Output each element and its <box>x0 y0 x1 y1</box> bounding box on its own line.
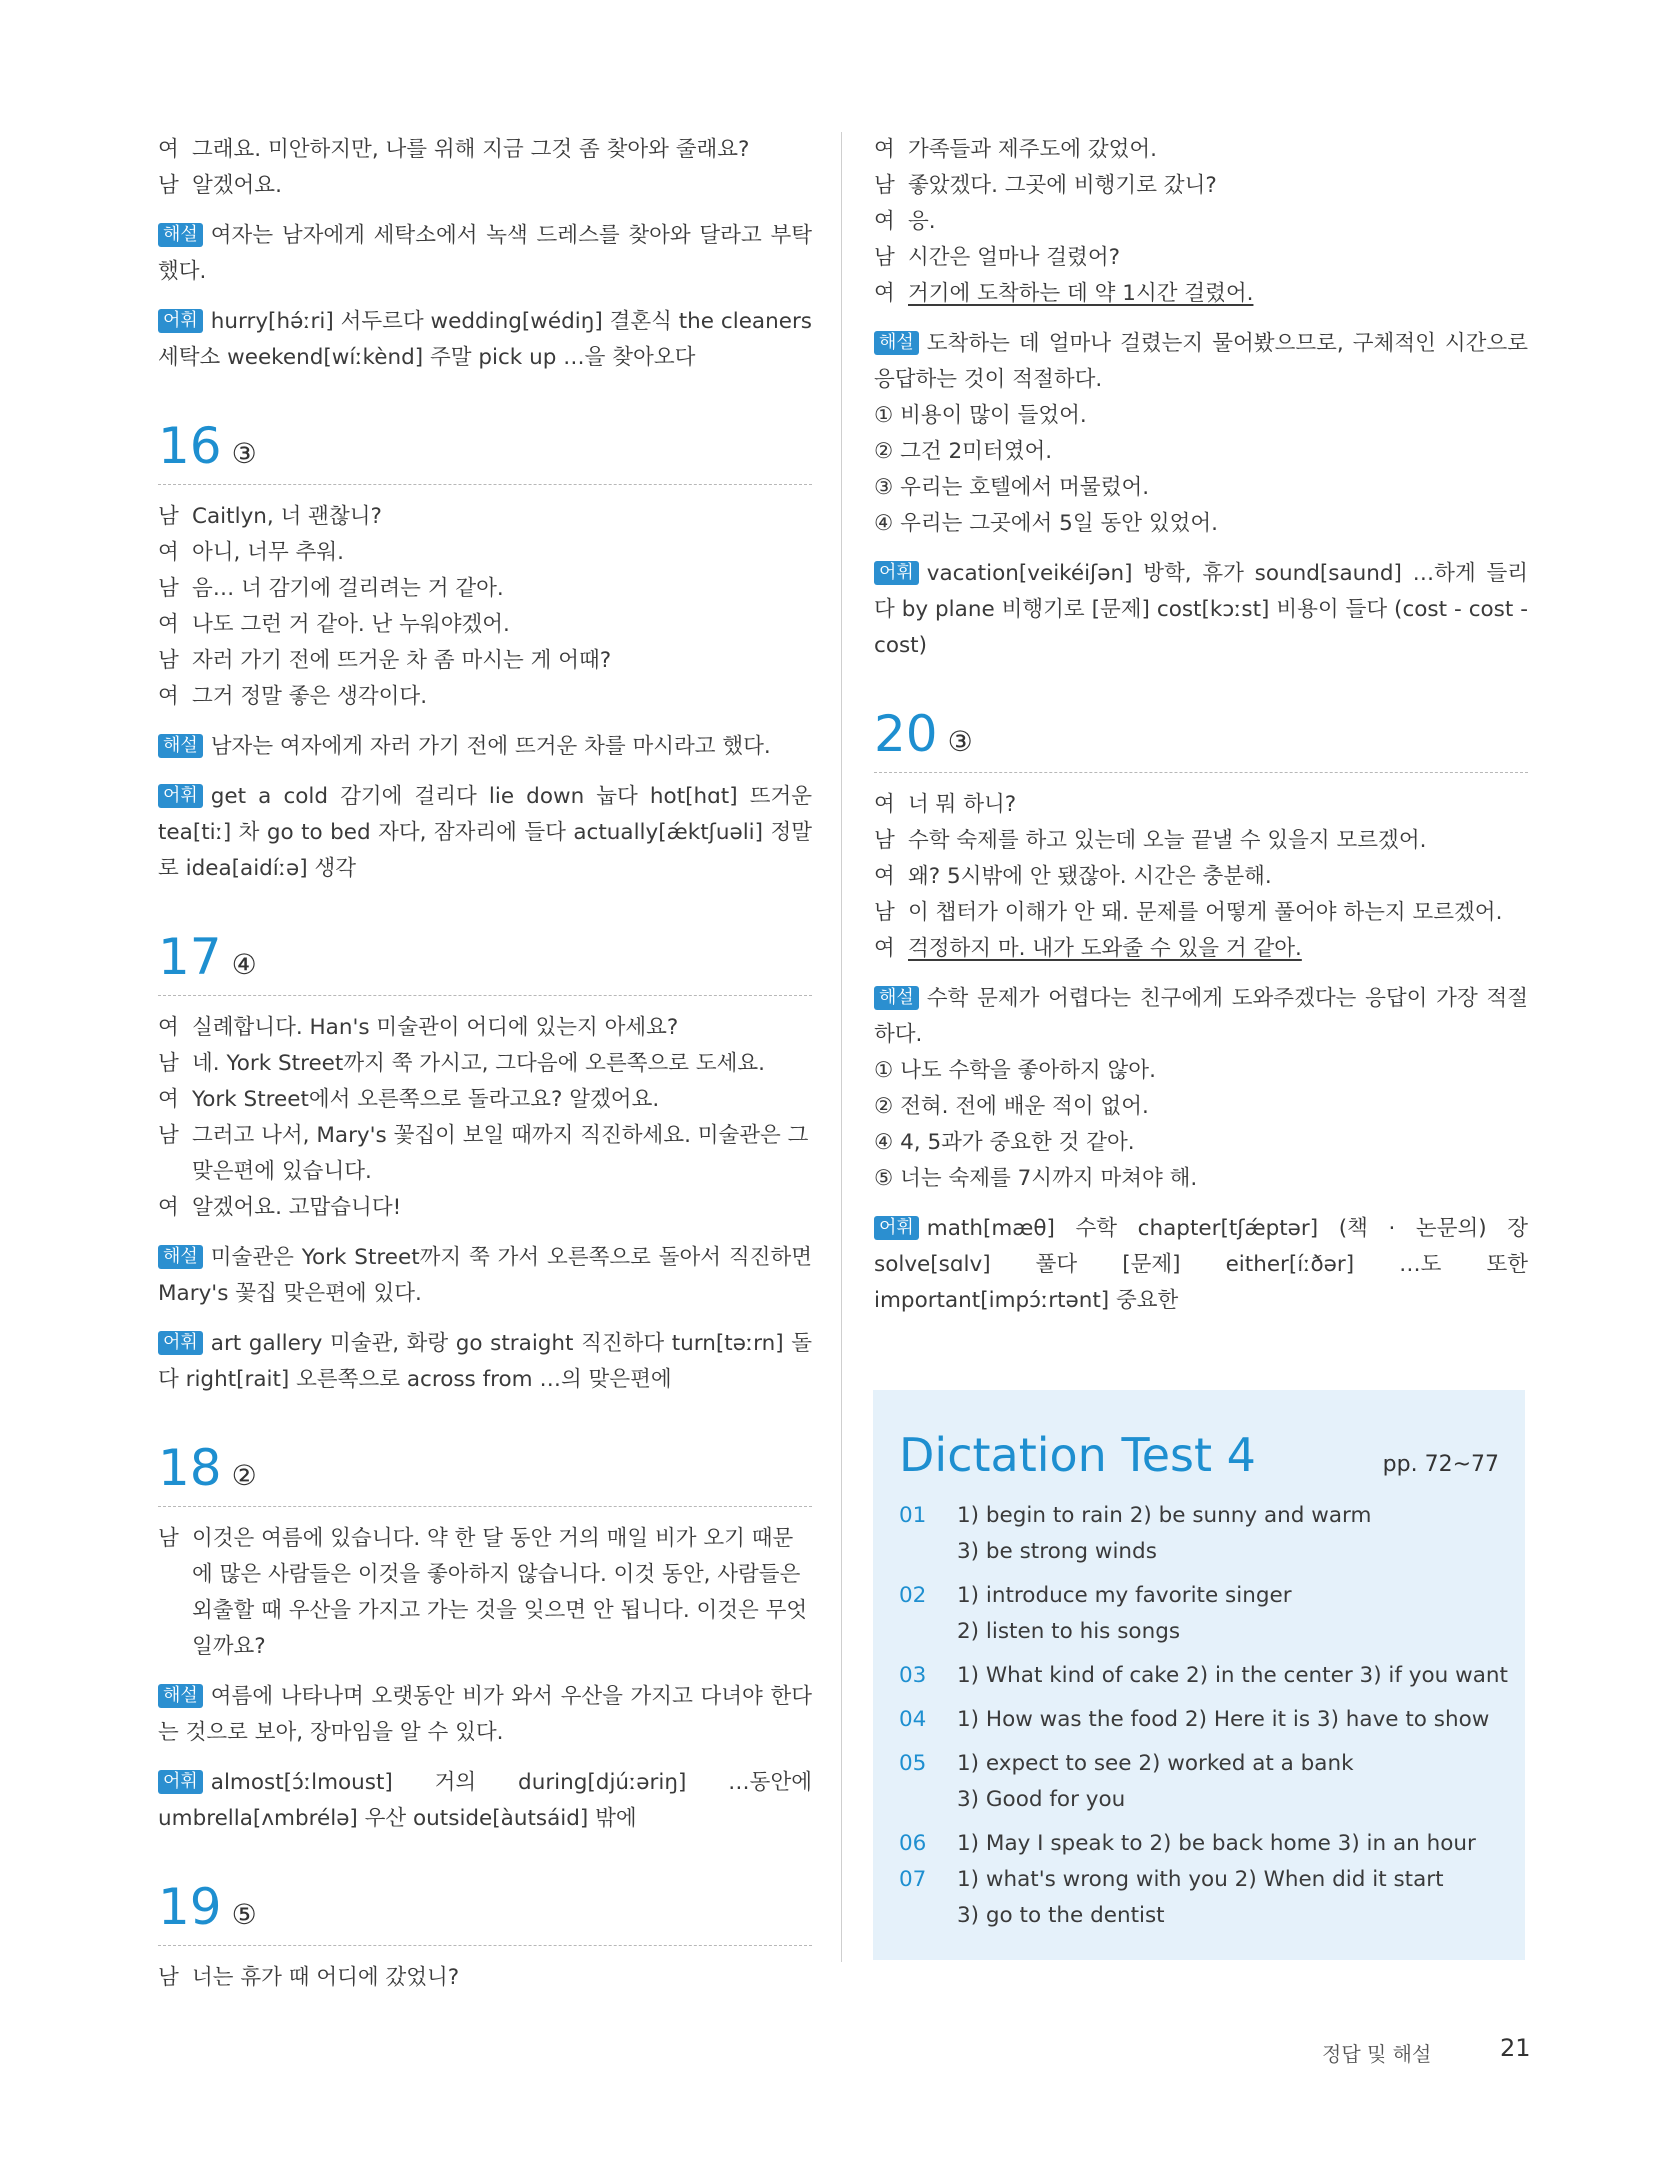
vocabulary: 어휘 math[mæθ] 수학 chapter[tʃǽptər] (책 · 논문의) 장 solve[sɑlv] 풀다 [문제] either[íːðər] …도 또한 important[impɔ́ːrtənt] 중요한 <box>874 1216 1528 1313</box>
explanation: 해설 미술관은 York Street까지 쭉 가서 오른쪽으로 돌아서 직진하면 Mary's 꽃집 맞은편에 있다. <box>158 1245 812 1306</box>
option: ⑤ 너는 숙제를 7시까지 마쳐야 해. <box>874 1166 1198 1191</box>
question-header <box>158 1877 812 1946</box>
dialogue-line: 남 그러고 나서, Mary's 꽃집이 보일 때까지 직진하세요. 미술관은 그 맞은편에 있습니다. <box>158 1123 809 1184</box>
question-19 <box>158 1877 812 1996</box>
explanation-tag: 해설 <box>874 331 919 355</box>
dialogue-line: 남 이것은 여름에 있습니다. 약 한 달 동안 거의 매일 비가 오기 때문에 많은 사람들은 이것을 좋아하지 않습니다. 이것 동안, 사람들은 외출할 때 우산을 가지고 가는 것을 잊으면 안 됩니다. 이것은 무엇일까요? <box>158 1526 808 1659</box>
explanation-tag: 해설 <box>874 986 919 1010</box>
question-17 <box>158 927 812 1398</box>
explanation-tag: 해설 <box>158 1684 203 1708</box>
question-number: 20 <box>874 705 938 763</box>
dialogue-line: 여 York Street에서 오른쪽으로 돌라고요? 알겠어요. <box>158 1087 660 1112</box>
question-18 <box>158 1438 812 1837</box>
question-20 <box>874 704 1528 1319</box>
dictation-pages: pp. 72~77 <box>1382 1452 1499 1477</box>
dialogue-line: 남 자러 가기 전에 뜨거운 차 좀 마시는 게 어때? <box>158 648 612 673</box>
vocabulary-tag: 어휘 <box>874 561 919 585</box>
dialogue-line: 남 수학 숙제를 하고 있는데 오늘 끝낼 수 있을지 모르겠어. <box>874 828 1427 853</box>
answer-mark: ② <box>231 1459 257 1492</box>
dialogue-line: 남 시간은 얼마나 걸렸어? <box>874 245 1121 270</box>
question-header <box>158 1438 812 1507</box>
option: ① 비용이 많이 들었어. <box>874 403 1087 428</box>
dictation-list <box>899 1498 1509 1934</box>
explanation: 해설 여름에 나타나며 오랫동안 비가 와서 우산을 가지고 다녀야 한다는 것으로 보아, 장마임을 알 수 있다. <box>158 1684 812 1745</box>
explanation-tag: 해설 <box>158 1245 203 1269</box>
dialogue-line: 여 왜? 5시밖에 안 됐잖아. 시간은 충분해. <box>874 864 1272 889</box>
dictation-item: 06 1) May I speak to 2) be back home 3) in an hour <box>899 1831 1476 1856</box>
explanation: 해설 도착하는 데 얼마나 걸렸는지 물어봤으므로, 구체적인 시간으로 응답하는 것이 적절하다. <box>874 331 1528 392</box>
explanation: 해설 남자는 여자에게 자러 가기 전에 뜨거운 차를 마시라고 했다. <box>158 729 812 765</box>
dialogue-line: 여 그거 정말 좋은 생각이다. <box>158 684 428 709</box>
question-header <box>874 704 1528 773</box>
dialogue-line: 여 나도 그런 거 같아. 난 누워야겠어. <box>158 612 510 637</box>
vocabulary: 어휘 art gallery 미술관, 화랑 go straight 직진하다 turn[təːrn] 돌다 right[rait] 오른쪽으로 across from …의 맞은편에 <box>158 1331 812 1392</box>
question-number: 16 <box>158 417 222 475</box>
answer-mark: ③ <box>947 725 973 758</box>
q19-tail <box>874 132 1528 664</box>
vocabulary: 어휘 hurry[hə́ːri] 서두르다 wedding[wédiŋ] 결혼식 the cleaners 세탁소 weekend[wíːkènd] 주말 pick up …을 찾아오다 <box>158 309 812 370</box>
explanation-tag: 해설 <box>158 223 203 247</box>
question-number: 18 <box>158 1439 222 1497</box>
dictation-item: 02 1) introduce my favorite singer 2) listen to his songs <box>899 1583 1292 1644</box>
left-column <box>158 132 812 1996</box>
option: ② 전혀. 전에 배운 적이 없어. <box>874 1094 1149 1119</box>
explanation-tag: 해설 <box>158 734 203 758</box>
dialogue-line: 남 너는 휴가 때 어디에 갔었니? <box>158 1965 460 1990</box>
q15-tail <box>158 132 812 376</box>
dialogue-line: 여 알겠어요. 고맙습니다! <box>158 1195 402 1220</box>
explanation: 해설 수학 문제가 어렵다는 친구에게 도와주겠다는 응답이 가장 적절하다. <box>874 986 1528 1047</box>
answer-line: 여 걱정하지 마. 내가 도와줄 수 있을 거 같아. <box>874 936 1302 961</box>
dictation-item: 03 1) What kind of cake 2) in the center 3) if you want <box>899 1663 1508 1688</box>
dialogue-line: 남 좋았겠다. 그곳에 비행기로 갔니? <box>874 173 1217 198</box>
footer-label: 정답 및 해설 <box>1322 2042 1432 2066</box>
dialogue-line: 여 가족들과 제주도에 갔었어. <box>874 137 1157 162</box>
dictation-test-box <box>873 1390 1525 1960</box>
option: ① 나도 수학을 좋아하지 않아. <box>874 1058 1156 1083</box>
vocabulary-tag: 어휘 <box>158 309 203 333</box>
vocabulary-tag: 어휘 <box>158 1770 203 1794</box>
dictation-title: Dictation Test 4 <box>899 1428 1256 1482</box>
dialogue-line: 남 이 챕터가 이해가 안 돼. 문제를 어떻게 풀어야 하는지 모르겠어. <box>874 900 1503 925</box>
question-16 <box>158 416 812 887</box>
vocabulary-tag: 어휘 <box>158 784 203 808</box>
column-divider <box>841 132 842 1962</box>
question-number: 19 <box>158 1878 222 1936</box>
answer-mark: ④ <box>231 948 257 981</box>
question-header <box>158 927 812 996</box>
dialogue-line: 여 실례합니다. Han's 미술관이 어디에 있는지 아세요? <box>158 1015 679 1040</box>
option: ② 그건 2미터였어. <box>874 439 1053 464</box>
option: ④ 4, 5과가 중요한 것 같아. <box>874 1130 1135 1155</box>
option: ④ 우리는 그곳에서 5일 동안 있었어. <box>874 511 1218 536</box>
vocabulary-tag: 어휘 <box>158 1331 203 1355</box>
vocabulary: 어휘 get a cold 감기에 걸리다 lie down 눕다 hot[hɑt] 뜨거운 tea[tiː] 차 go to bed 자다, 잠자리에 들다 actually[ǽktʃuəli] 정말로 idea[aidíːə] 생각 <box>158 784 812 881</box>
answer-mark: ⑤ <box>231 1898 257 1931</box>
dictation-item: 07 1) what's wrong with you 2) When did it start 3) go to the dentist <box>899 1867 1444 1928</box>
question-header <box>158 416 812 485</box>
question-number: 17 <box>158 928 222 986</box>
dialogue-line: 남 Caitlyn, 너 괜찮니? <box>158 504 382 529</box>
dictation-item: 01 1) begin to rain 2) be sunny and warm 3) be strong winds <box>899 1503 1372 1564</box>
dialogue-line: 남 음… 너 감기에 걸리려는 거 같아. <box>158 576 504 601</box>
dictation-item: 04 1) How was the food 2) Here it is 3) have to show <box>899 1707 1490 1732</box>
answer-mark: ③ <box>231 437 257 470</box>
option: ③ 우리는 호텔에서 머물렀어. <box>874 475 1150 500</box>
dictation-item: 05 1) expect to see 2) worked at a bank 3) Good for you <box>899 1751 1354 1812</box>
explanation: 해설 여자는 남자에게 세탁소에서 녹색 드레스를 찾아와 달라고 부탁했다. <box>158 223 812 284</box>
dialogue-line: 여 아니, 너무 추워. <box>158 540 344 565</box>
page-number: 21 <box>1500 2034 1531 2062</box>
dialogue-line: 여 그래요. 미안하지만, 나를 위해 지금 그것 좀 찾아와 줄래요? <box>158 137 750 162</box>
dialogue-line: 남 네. York Street까지 쭉 가시고, 그다음에 오른쪽으로 도세요. <box>158 1051 766 1076</box>
vocabulary: 어휘 almost[ɔ́ːlmoust] 거의 during[djúːəriŋ] …동안에 umbrella[ʌmbrélə] 우산 outside[àutsáid] 밖에 <box>158 1770 812 1831</box>
vocabulary: 어휘 vacation[veikéiʃən] 방학, 휴가 sound[saund] …하게 들리다 by plane 비행기로 [문제] cost[kɔːst] 비용이 들다 (cost - cost - cost) <box>874 561 1528 658</box>
dialogue-line: 남 알겠어요. <box>158 173 282 198</box>
vocabulary-tag: 어휘 <box>874 1216 919 1240</box>
dialogue-line: 여 너 뭐 하니? <box>874 792 1017 817</box>
dialogue-line: 여 응. <box>874 209 936 234</box>
right-column <box>874 132 1528 1319</box>
answer-line: 여 거기에 도착하는 데 약 1시간 걸렸어. <box>874 281 1254 306</box>
